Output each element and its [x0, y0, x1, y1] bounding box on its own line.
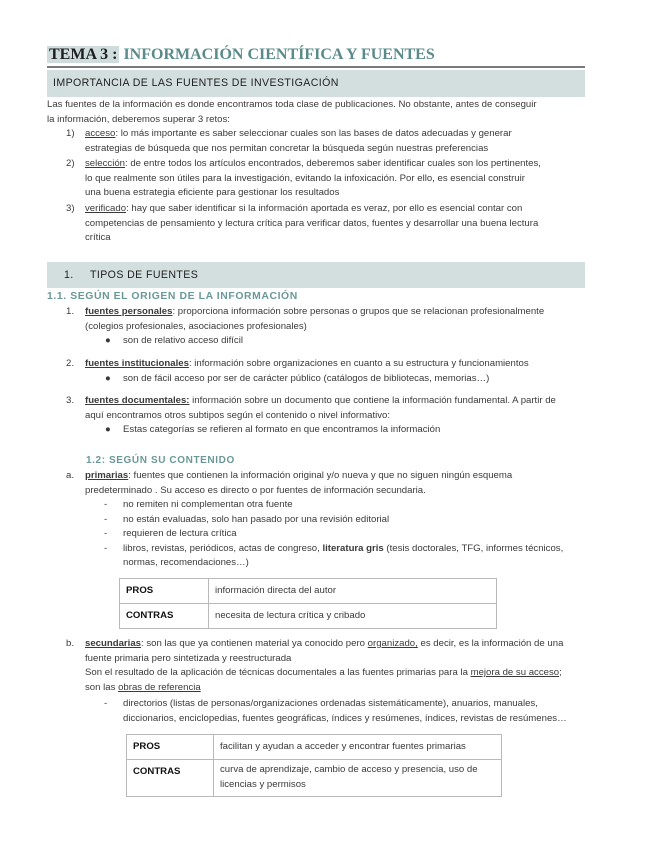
item-text: aquí encontramos otros subtipos según el contenido o nivel informativo: — [85, 409, 391, 421]
item-text: : proporciona información sobre personas o grupos que se relacionan profesionalmente — [172, 306, 545, 317]
bullet-text: Estas categorías se refieren al formato en que encontramos la información — [123, 424, 441, 435]
term-secondary: secundarias — [85, 638, 141, 649]
cons-value: necesita de lectura crítica y cribado — [209, 604, 497, 629]
term-verified: verificado — [85, 203, 127, 214]
term-access-improvement: mejora de su acceso — [470, 667, 560, 679]
item-text: : de entre todos los artículos encontrados, deberemos saber identificar cuales son los pertinentes, — [125, 158, 541, 169]
term-institutional: fuentes institucionales — [85, 358, 189, 369]
dash-text: normas, recomendaciones…) — [123, 557, 249, 569]
title-text: INFORMACIÓN CIENTÍFICA Y FUENTES — [123, 46, 435, 63]
subheading-content: 1.2: SEGÚN SU CONTENIDO — [86, 455, 235, 466]
list-number: 2. — [66, 358, 75, 369]
dash-item: - libros, revistas, periódicos, actas de congreso, literatura gris (tesis doctorales, TFG, informes técnicos, normas, recomendaciones…) — [104, 542, 604, 571]
dash-text: directorios (listas de personas/organizaciones ordenadas sistemáticamente), anuarios, manuales, — [123, 698, 538, 709]
item-text: (colegios profesionales, asociaciones profesionales) — [85, 320, 307, 332]
title-divider — [47, 66, 585, 68]
item-text: : hay que saber identificar si la información aportada es veraz, por ello es esencial contar con — [126, 203, 523, 214]
item-text: es decir, es la información de una — [417, 638, 564, 649]
item-text: Son el resultado de la aplicación de técnicas documentales a las fuentes primarias para la — [85, 667, 471, 679]
dash-text: libros, revistas, periódicos, actas de congreso, — [123, 542, 323, 554]
section-heading-text: TIPOS DE FUENTES — [90, 269, 199, 281]
item-text: : son las que ya contienen material ya conocido pero — [141, 638, 368, 649]
item-text: información sobre un documento que contiene la información fundamental. A partir de — [189, 395, 556, 406]
term-personal: fuentes personales — [85, 306, 173, 317]
pros-cons-table-secondary — [126, 734, 502, 797]
dash-item: - no están evaluadas, solo han pasado por una revisión editorial — [104, 513, 604, 528]
table-row — [127, 735, 502, 760]
pros-cons-table-primary — [119, 578, 497, 629]
list-number: 2) — [66, 158, 75, 169]
section-heading-types — [47, 262, 585, 288]
item-text: una buena estrategia eficiente para gestionar los resultados — [85, 187, 340, 199]
pros-value: información directa del autor — [209, 579, 497, 604]
item-text: crítica — [85, 232, 111, 244]
cons-label: CONTRAS — [120, 604, 209, 629]
bullet-text: son de relativo acceso difícil — [123, 335, 243, 346]
item-text: estrategias de búsqueda que nos permitan concretar la búsqueda según nuestras preferencias — [85, 142, 489, 154]
list-letter: a. — [66, 470, 75, 481]
item-text: ; — [559, 667, 562, 679]
term-documental: fuentes documentales: — [85, 395, 190, 406]
cons-label: CONTRAS — [127, 760, 214, 797]
cons-line: licencias y permisos — [220, 779, 306, 790]
table-row — [120, 604, 497, 629]
intro-line: Las fuentes de la información es donde encontramos toda clase de publicaciones. No obstante, antes de conseguir — [47, 99, 537, 110]
dash-item: - requieren de lectura crítica — [104, 527, 604, 542]
title-tag: TEMA 3 : — [49, 46, 118, 63]
dash-item: - no remiten ni complementan otra fuente — [104, 498, 604, 513]
item-text: competencias de pensamiento y lectura crítica para verificar datos, fuentes y desarrollar una buena lectura — [85, 217, 539, 229]
dash-text: diccionarios, enciclopedias, fuentes geográficas, índices y resúmenes, índices, revistas de resúmenes… — [123, 712, 567, 724]
page-title — [47, 45, 435, 65]
list-letter: b. — [66, 638, 75, 649]
cons-line: curva de aprendizaje, cambio de acceso y presencia, uso de — [220, 764, 478, 776]
item-text: : información sobre organizaciones en cuanto a su estructura y funcionamientos — [188, 358, 529, 369]
item-text: : fuentes que contienen la información original y/o nueva y que no siguen ningún esquema — [128, 470, 513, 481]
term-access: acceso — [85, 128, 116, 139]
term-grey-literature: literatura gris — [322, 542, 384, 554]
intro-line: la información, deberemos superar 3 retos: — [47, 113, 230, 125]
item-text: : lo más importante es saber seleccionar cuales son las bases de datos adecuadas y generar — [115, 128, 512, 139]
bullet-dot: ● — [105, 373, 111, 384]
section-number: 1. — [64, 269, 74, 281]
term-selection: selección — [85, 158, 125, 169]
dash-text: requieren de lectura crítica — [123, 528, 237, 540]
term-organized: organizado, — [367, 638, 418, 649]
dash-text: no están evaluadas, solo han pasado por una revisión editorial — [123, 513, 390, 525]
subheading-origin: 1.1. SEGÚN EL ORIGEN DE LA INFORMACIÓN — [47, 291, 298, 302]
pros-label: PROS — [127, 735, 214, 760]
bullet-text: son de fácil acceso por ser de carácter público (catálogos de bibliotecas, memorias…) — [123, 373, 490, 384]
item-text: fuente primaria pero sintetizada y reestructurada — [85, 652, 292, 664]
pros-label: PROS — [120, 579, 209, 604]
term-reference-works: obras de referencia — [118, 681, 201, 693]
bullet-dot: ● — [105, 335, 111, 346]
section-heading-importance — [47, 70, 585, 97]
list-number: 1. — [66, 306, 75, 317]
list-number: 3) — [66, 203, 75, 214]
table-row — [120, 579, 497, 604]
item-text: son las — [85, 681, 119, 693]
bullet-dot: ● — [105, 424, 111, 435]
pros-value: facilitan y ayudan a acceder y encontrar fuentes primarias — [214, 735, 502, 760]
dash-list-primary — [104, 498, 604, 571]
cons-value — [214, 760, 502, 797]
dash-text: no remiten ni complementan otra fuente — [123, 499, 293, 510]
dash-text: (tesis doctorales, TFG, informes técnicos, — [383, 542, 564, 554]
list-number: 3. — [66, 395, 75, 406]
intro-paragraph — [47, 98, 597, 127]
section-heading-text: IMPORTANCIA DE LAS FUENTES DE INVESTIGACIÓN — [53, 77, 339, 89]
term-primary: primarias — [85, 470, 129, 481]
table-row — [127, 760, 502, 797]
item-text: predeterminado . Su acceso es directo o por fuentes de información secundaria. — [85, 484, 426, 496]
list-number: 1) — [66, 128, 75, 139]
item-text: lo que realmente son útiles para la investigación, evitando la infoxicación. Por ello, es esencial construir — [85, 172, 525, 184]
